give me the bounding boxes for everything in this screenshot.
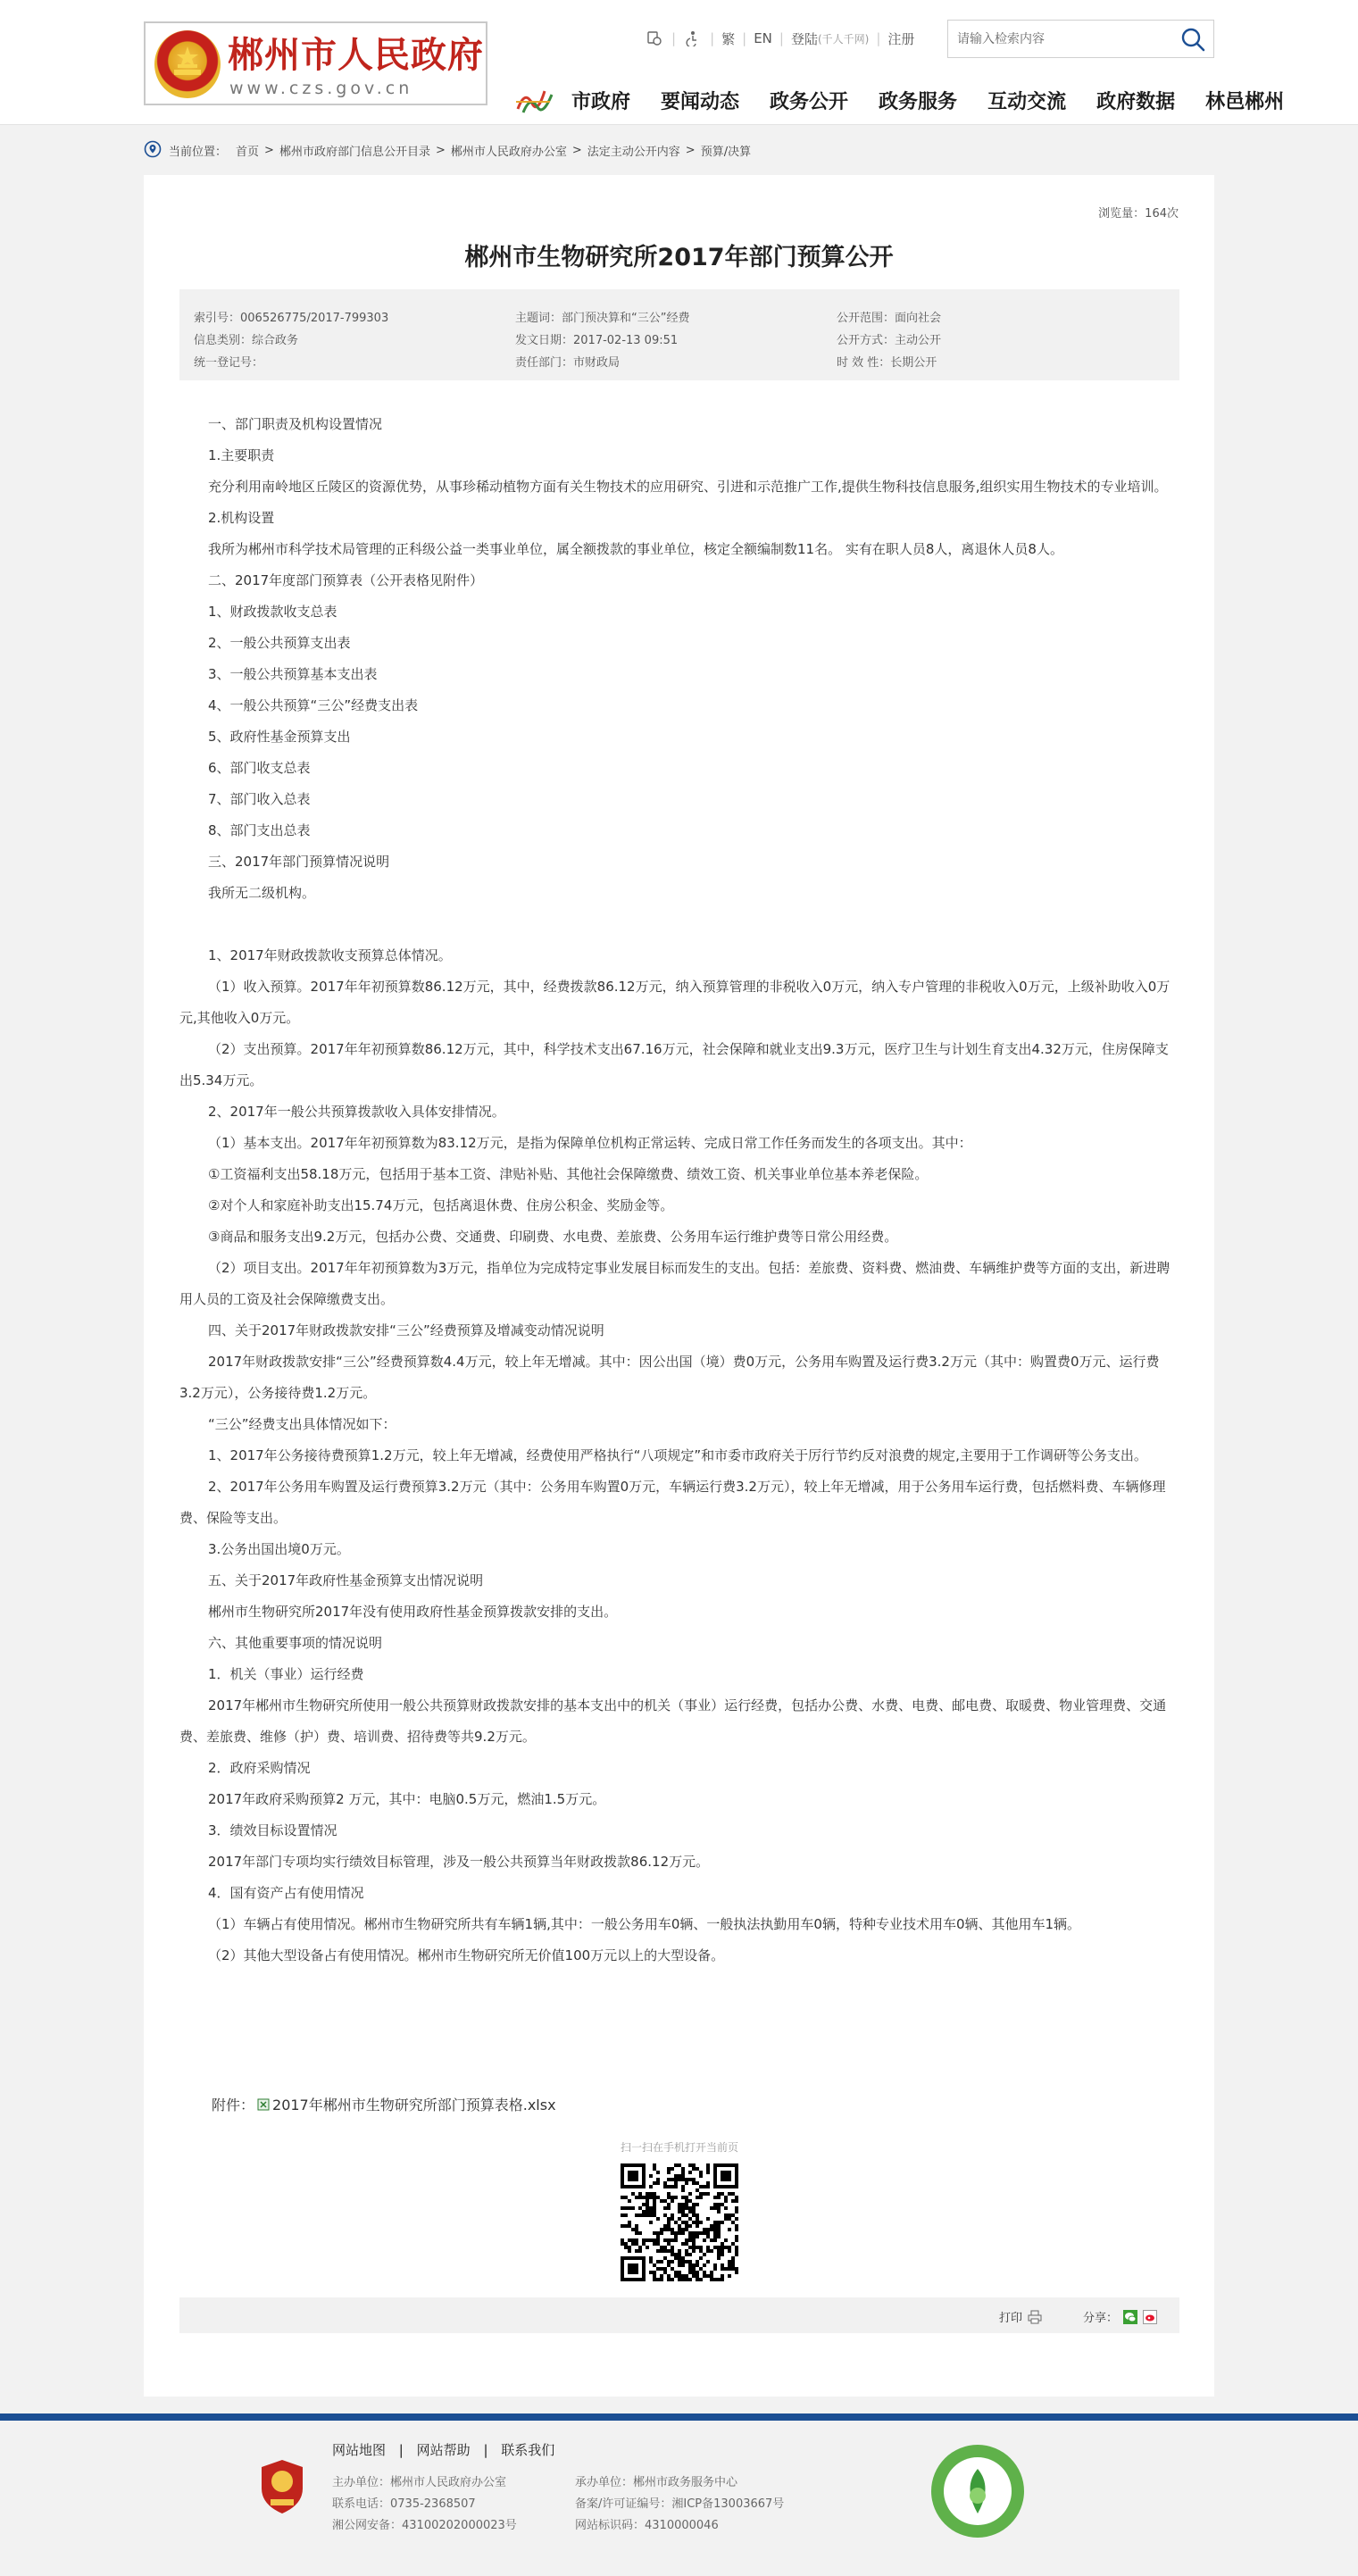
article-paragraph: 四、关于2017年财政拨款安排“三公”经费预算及增减变动情况说明 [208,1322,604,1338]
footer-links: 网站地图 | 网站帮助 | 联系我们 [332,2442,555,2458]
site-footer [0,2413,1358,2576]
article-paragraph: 3、一般公共预算基本支出表 [208,666,378,682]
header-tools: | | 繁 | EN | 登陆 (千人千网) | 注册 [645,29,914,47]
attachment-link[interactable]: 2017年郴州市生物研究所部门预算表格.xlsx [272,2097,556,2113]
accessibility-icon[interactable] [645,29,664,48]
article-paragraph: 2017年财政拨款安排“三公”经费预算数4.4万元，较上年无增减。其中：因公出国（境）费0万元，公务用车购置及运行费3.2万元（其中：购置费0万元、运行费3.2万元），公务接待费1.2万元。 [179,1354,1160,1401]
article-paragraph: 二、2017年度部门预算表（公开表格见附件） [208,572,484,588]
article-paragraph: 7、部门收入总表 [208,791,311,807]
print-label: 打印 [999,2312,1023,2325]
nav-item-linyi-chenzhou[interactable]: 林邑郴州 [1205,90,1285,113]
search-box [947,20,1214,58]
breadcrumb-office[interactable]: 郴州市人民政府办公室 [450,145,567,159]
article-paragraph: 6、部门收支总表 [208,760,311,776]
article-paragraph: （2）其他大型设备占有使用情况。郴州市生物研究所无价值100万元以上的大型设备。 [208,1947,725,1963]
footer-phone: 联系电话：0735-2368507 [332,2497,476,2511]
article-paragraph: 3.公务出国出境0万元。 [208,1541,350,1557]
weibo-share-icon[interactable] [1143,2310,1157,2324]
nav-item-news[interactable]: 要闻动态 [661,90,740,113]
site-header [0,0,1358,125]
nav-item-city-government[interactable]: 市政府 [571,90,631,113]
article-paragraph: ①工资福利支出58.18万元，包括用于基本工资、津贴补贴、其他社会保障缴费、绩效工资、机关事业单位基本养老保险。 [208,1166,929,1182]
article-paragraph: 2017年政府采购预算2 万元，其中：电脑0.5万元，燃油1.5万元。 [208,1791,606,1807]
footer-link-help[interactable]: 网站帮助 [416,2442,471,2458]
traditional-chinese-link[interactable]: 繁 [721,30,736,47]
meta-validity: 时 效 性：长期公开 [837,356,937,370]
footer-link-sitemap[interactable]: 网站地图 [332,2442,387,2458]
article-paragraph: ③商品和服务支出9.2万元，包括办公费、交通费、印刷费、水电费、差旅费、公务用车运行维护费等日常公用经费。 [208,1229,898,1245]
english-link[interactable]: EN [754,30,772,46]
article-paragraph: 郴州市生物研究所2017年没有使用政府性基金预算拨款安排的支出。 [208,1604,618,1620]
meta-registration-no: 统一登记号： [194,356,264,370]
article-paragraph: （2）项目支出。2017年年初预算数为3万元，指单位为完成特定事业发展目标而发生的支出。包括：差旅费、资料费、燃油费、车辆维护费等方面的支出，新进聘用人员的工资及社会保障缴费支出。 [179,1260,1171,1307]
share-bar [1083,2308,1157,2325]
article-paragraph: （1）收入预算。2017年年初预算数86.12万元，其中，经费拨款86.12万元，纳入预算管理的非税收入0万元，纳入专户管理的非税收入0万元，上级补助收入0万元,其他收入0万元。 [179,979,1171,1026]
article-paragraph: （2）支出预算。2017年年初预算数86.12万元，其中，科学技术支出67.16万元，社会保障和就业支出9.3万元，医疗卫生与计划生育支出4.32万元，住房保障支出5.34万元。 [179,1041,1169,1088]
share-label: 分享： [1083,2312,1119,2325]
qr-tip: 扫一扫在手机打开当前页 [620,2141,738,2154]
meta-index-no: 索引号：006526775/2017-799303 [194,312,389,325]
meta-department: 责任部门：市财政局 [515,356,621,370]
footer-info [332,2472,784,2537]
main-nav [571,82,1284,118]
logo-url: www.czs.gov.cn [229,79,413,98]
article-paragraph: 5、政府性基金预算支出 [208,729,351,745]
elderly-mode-icon[interactable] [683,29,703,48]
site-logo[interactable] [144,21,487,105]
footer-icp[interactable]: 备案/许可证编号：湘ICP备13003667号 [575,2497,785,2511]
breadcrumb-label: 当前位置： [169,145,228,159]
article-paragraph: 我所为郴州市科学技术局管理的正科级公益一类事业单位，属全额拨款的事业单位，核定全额编制数11名。 实有在职人员8人，离退休人员8人。 [208,541,1063,557]
article-paragraph: 8、部门支出总表 [208,822,311,838]
article-paragraph: 2、2017年公务用车购置及运行费预算3.2万元（其中：公务用车购置0万元，车辆运行费3.2万元），较上年无增减，用于公务用车运行费，包括燃料费、车辆修理费、保险等支出。 [179,1479,1166,1526]
article-meta [179,289,1179,380]
qr-code [621,2163,738,2281]
excel-file-icon [257,2098,270,2111]
article-paragraph: 我所无二级机构。 [208,885,316,901]
footer-site-id: 网站标识码：4310000046 [575,2519,719,2532]
qr-block [617,2139,742,2281]
article-paragraph: （1）基本支出。2017年年初预算数为83.12万元，是指为保障单位机构正常运转、完成日常工作任务而发生的各项支出。其中： [208,1135,972,1151]
article-paragraph: 2017年部门专项均实行绩效目标管理，涉及一般公共预算当年财政拨款86.12万元。 [208,1854,710,1870]
meta-scope: 公开范围：面向社会 [837,312,942,325]
article-paragraph: 五、关于2017年政府性基金预算支出情况说明 [208,1572,484,1588]
article-paragraph: 4、一般公共预算“三公”经费支出表 [208,697,419,713]
search-icon[interactable] [1179,26,1206,53]
breadcrumb: 当前位置： 首页 > 郴州市政府部门信息公开目录 > 郴州市人民政府办公室 > 法定主动公开内容 > 预算/决算 [144,139,751,161]
article-paragraph: 2.机构设置 [208,510,275,526]
article-paragraph: （1）车辆占有使用情况。郴州市生物研究所共有车辆1辆,其中：一般公务用车0辆、一般执法执勤用车0辆，特种专业技术用车0辆、其他用车1辆。 [208,1916,1081,1932]
article-paragraph: 2、2017年一般公共预算拨款收入具体安排情况。 [208,1104,505,1120]
logo-title: 郴州市人民政府 [228,34,484,76]
meta-method: 公开方式：主动公开 [837,334,942,347]
article-panel [144,175,1214,2397]
article-paragraph: 2、一般公共预算支出表 [208,635,351,651]
footer-police-record[interactable]: 湘公网安备：43100202000023号 [332,2519,517,2532]
login-link[interactable]: 登陆 [790,30,818,47]
article-paragraph: 2．政府采购情况 [208,1760,311,1776]
login-note: (千人千网) [817,32,870,46]
article-paragraph [179,909,1179,940]
attachment [212,2094,556,2114]
article-paragraph: 充分利用南岭地区丘陵区的资源优势，从事珍稀动植物方面有关生物技术的应用研究、引进和示范推广工作,提供生物科技信息服务,组织实用生物技术的专业培训。 [208,479,1168,495]
article-paragraph: 4．国有资产占有使用情况 [208,1885,364,1901]
printer-icon [1028,2310,1042,2324]
article-paragraph: 1.主要职责 [208,447,275,463]
article-body [179,409,1179,1972]
view-count: 浏览量：164次 [1098,207,1179,221]
article-paragraph: 1、2017年财政拨款收支预算总体情况。 [208,947,452,963]
article-paragraph: 2017年郴州市生物研究所使用一般公共预算财政拨款安排的基本支出中的机关（事业）运行经费，包括办公费、水费、电费、邮电费、取暖费、物业管理费、交通费、差旅费、维修（护）费、培训费、招待费等共9.2万元。 [179,1697,1167,1745]
meta-keywords: 主题词：部门预决算和“三公”经费 [515,312,690,325]
nav-item-interaction[interactable]: 互动交流 [987,90,1067,113]
article-paragraph: 一、部门职责及机构设置情况 [208,416,383,432]
article-title: 郴州市生物研究所2017年部门预算公开 [464,244,894,271]
article-paragraph: 1．机关（事业）运行经费 [208,1666,364,1682]
wechat-share-icon[interactable] [1123,2310,1137,2324]
article-paragraph: 三、2017年部门预算情况说明 [208,854,390,870]
article-paragraph: “三公”经费支出具体情况如下： [208,1416,396,1432]
attachment-label: 附件： [212,2097,255,2113]
breadcrumb-home[interactable]: 首页 [236,145,260,159]
print-button[interactable] [999,2308,1042,2325]
article-paragraph: 1、财政拨款收支总表 [208,604,337,620]
article-paragraph: ②对个人和家庭补助支出15.74万元，包括离退休费、住房公积金、奖励金等。 [208,1197,674,1213]
civilized-website-badge-icon [929,2442,1027,2540]
article-paragraph: 3．绩效目标设置情况 [208,1822,337,1838]
location-pin-icon [144,140,162,160]
footer-link-contact[interactable]: 联系我们 [501,2442,555,2458]
search-input[interactable] [957,28,1171,50]
article-paragraph: 六、其他重要事项的情况说明 [208,1635,383,1651]
party-gov-badge-icon [258,2458,306,2515]
article-actions [179,2297,1179,2333]
nav-item-gov-services[interactable]: 政务服务 [879,90,958,113]
register-link[interactable]: 注册 [887,30,915,47]
article-paragraph: 1、2017年公务接待费预算1.2万元，较上年无增减，经费使用严格执行“八项规定”和市委市政府关于厉行节约反对浪费的规定,主要用于工作调研等公务支出。 [208,1447,1147,1463]
footer-undertaker: 承办单位：郴州市政务服务中心 [575,2476,738,2489]
nav-decor-icon [514,82,555,118]
breadcrumb-budget[interactable]: 预算/决算 [700,145,752,159]
breadcrumb-statutory[interactable]: 法定主动公开内容 [587,145,680,159]
meta-date: 发文日期：2017-02-13 09:51 [515,334,679,347]
nav-item-gov-data[interactable]: 政府数据 [1096,90,1176,113]
nav-item-gov-affairs-open[interactable]: 政务公开 [770,90,849,113]
meta-category: 信息类别：综合政务 [194,334,299,347]
national-emblem-icon [154,30,221,98]
breadcrumb-directory[interactable]: 郴州市政府部门信息公开目录 [279,145,430,159]
footer-host: 主办单位：郴州市人民政府办公室 [332,2476,507,2489]
